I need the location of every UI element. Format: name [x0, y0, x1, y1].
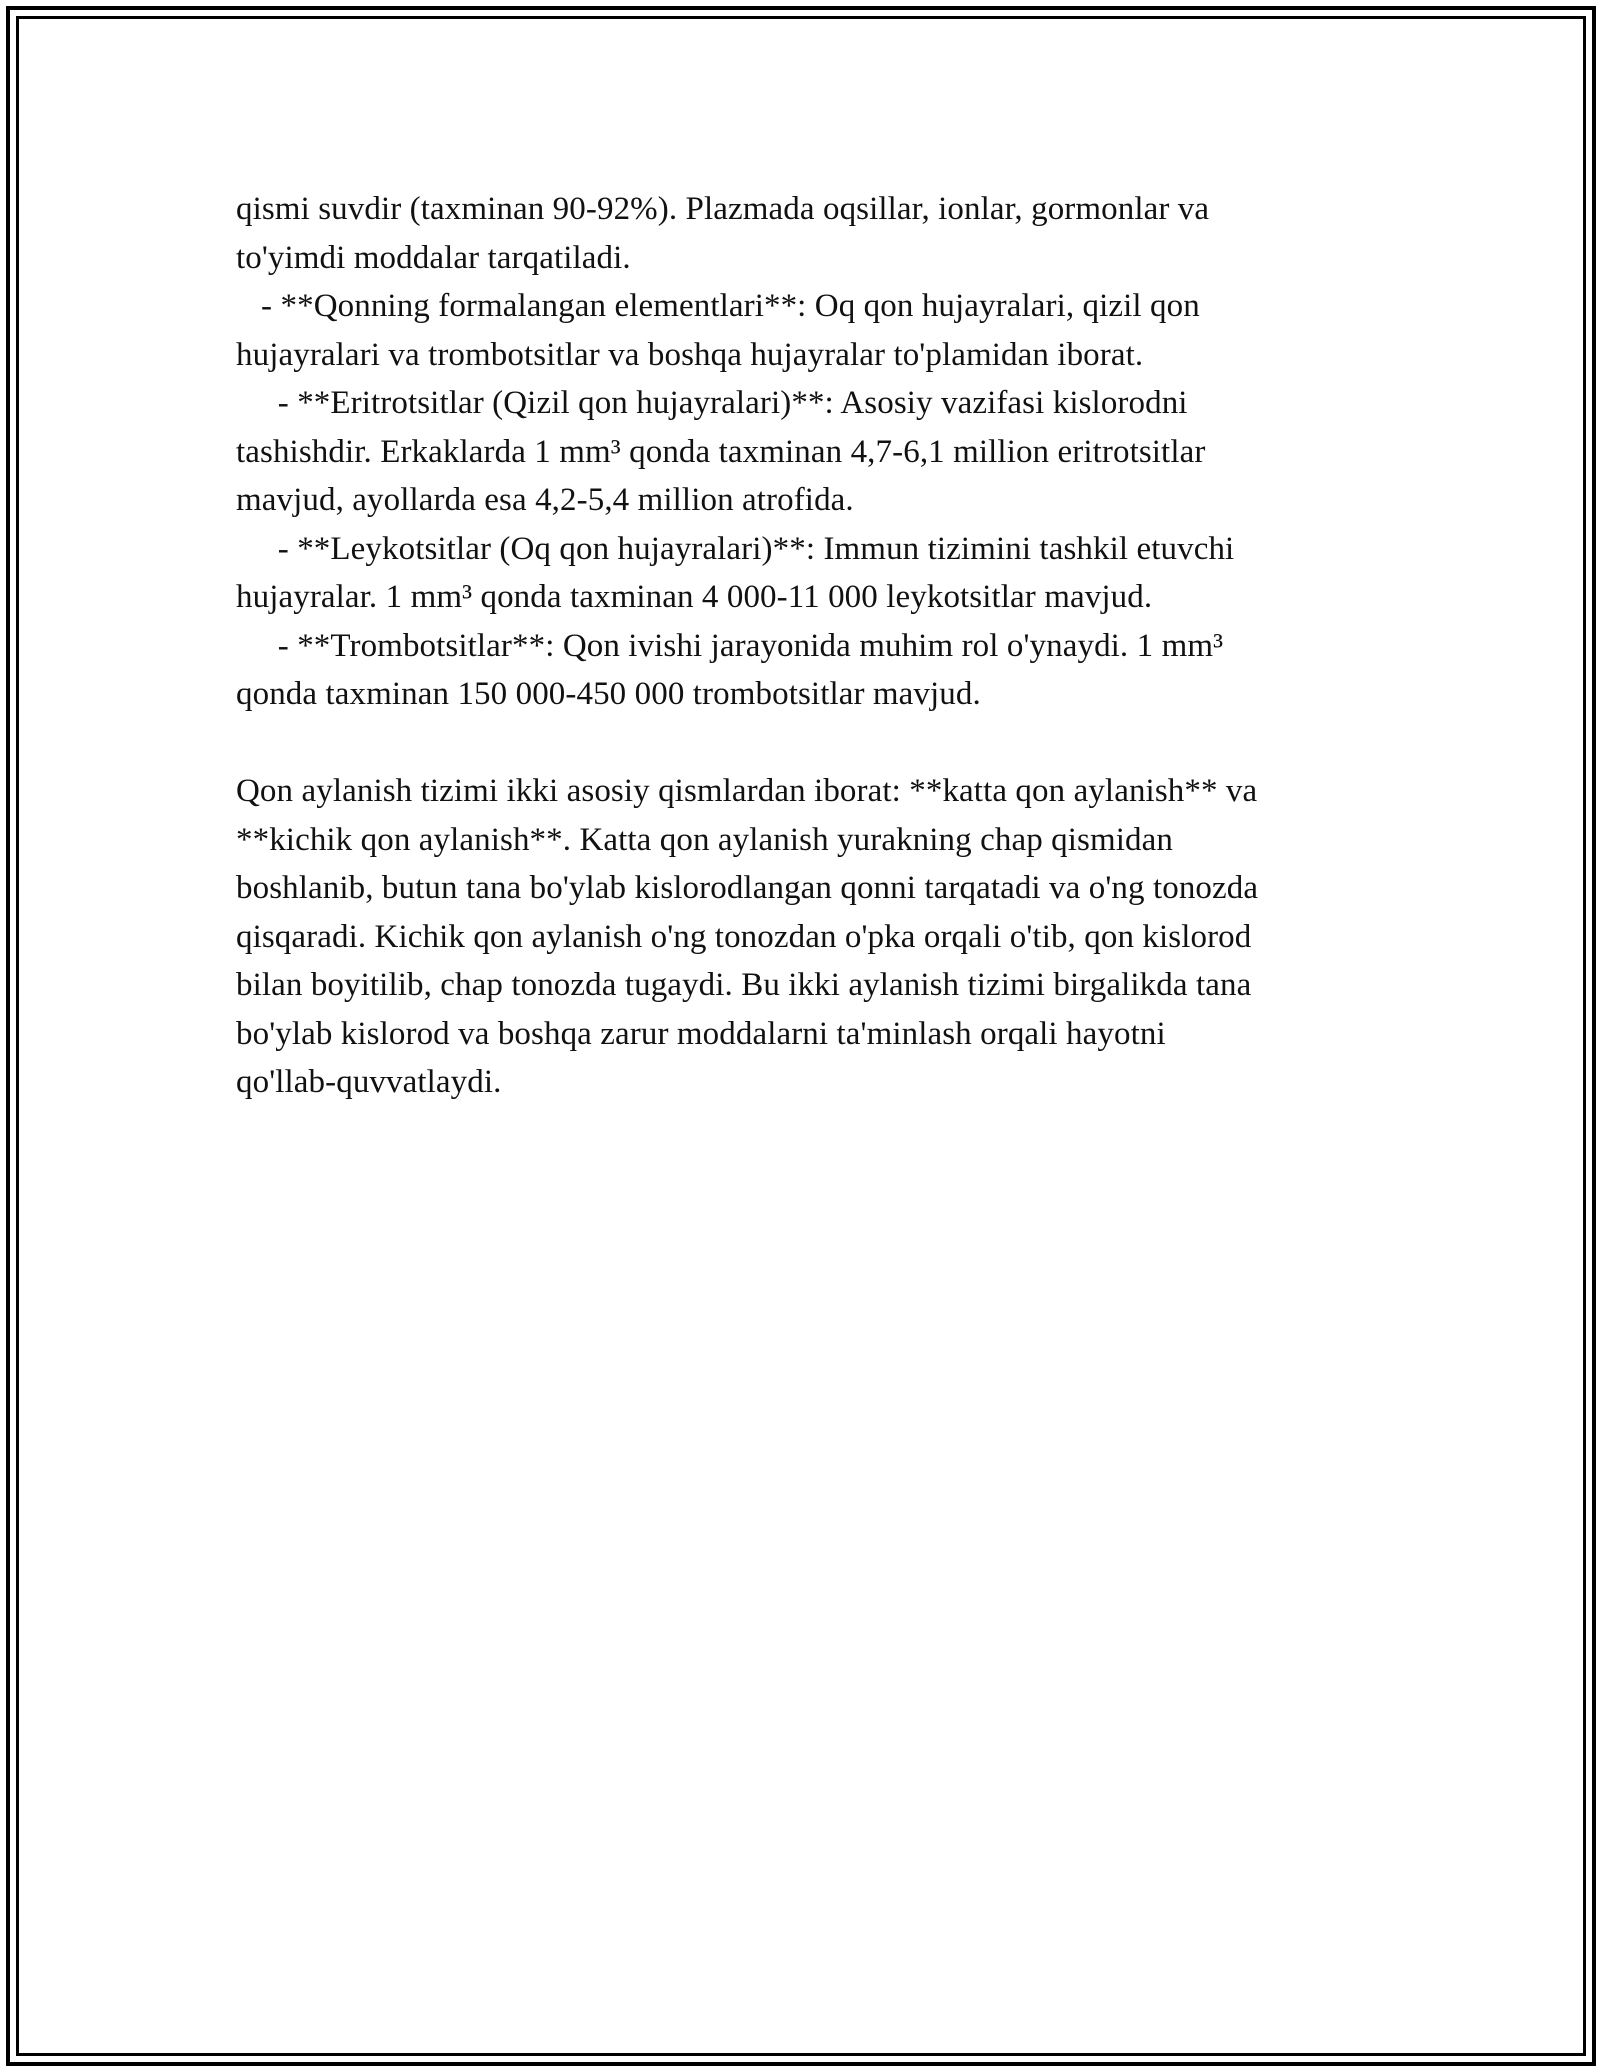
text-line: mavjud, ayollarda esa 4,2-5,4 million atrofida. [236, 482, 854, 518]
text-line: boshlanib, butun tana bo'ylab kislorodlangan qonni tarqatadi va o'ng tonozda [236, 870, 1259, 906]
text-line: qonda taxminan 150 000-450 000 trombotsitlar mavjud. [236, 676, 981, 712]
text-line: to'yimdi moddalar tarqatiladi. [236, 239, 631, 276]
text-line: **kichik qon aylanish**. Katta qon aylanish yurakning chap qismidan [236, 821, 1173, 858]
text-line: qismi suvdir (taxminan 90-92%). Plazmada oqsillar, ionlar, gormonlar va [236, 191, 1210, 227]
text-line: bilan boyitilib, chap tonozda tugaydi. Bu ikki aylanish tizimi birgalikda tana [236, 967, 1252, 1003]
paragraph-spacer [236, 719, 1386, 768]
text-line: - **Qonning formalangan elementlari**: Oq qon hujayralari, qizil qon [236, 288, 1200, 324]
text-line: - **Leykotsitlar (Oq qon hujayralari)**: Immun tizimini tashkil etuvchi [236, 530, 1235, 567]
document-body [236, 185, 1386, 1107]
text-line: Qon aylanish tizimi ikki asosiy qismlardan iborat: **katta qon aylanish** va [236, 773, 1258, 809]
text-line: tashishdir. Erkaklarda 1 mm³ qonda taxminan 4,7-6,1 million eritrotsitlar [236, 433, 1206, 470]
text-line: hujayralar. 1 mm³ qonda taxminan 4 000-11 000 leykotsitlar mavjud. [236, 579, 1153, 615]
paragraph-circulation [236, 767, 1386, 1107]
text-line: qo'llab-quvvatlaydi. [236, 1064, 502, 1100]
paragraph-blood-composition [236, 185, 1386, 719]
text-line: - **Trombotsitlar**: Qon ivishi jarayonida muhim rol o'ynaydi. 1 mm³ [236, 627, 1224, 664]
text-line: hujayralari va trombotsitlar va boshqa hujayralar to'plamidan iborat. [236, 336, 1144, 373]
text-line: bo'ylab kislorod va boshqa zarur moddalarni ta'minlash orqali hayotni [236, 1015, 1166, 1052]
text-line: qisqaradi. Kichik qon aylanish o'ng tonozdan o'pka orqali o'tib, qon kislorod [236, 918, 1252, 955]
text-line: - **Eritrotsitlar (Qizil qon hujayralari)**: Asosiy vazifasi kislorodni [236, 385, 1188, 421]
